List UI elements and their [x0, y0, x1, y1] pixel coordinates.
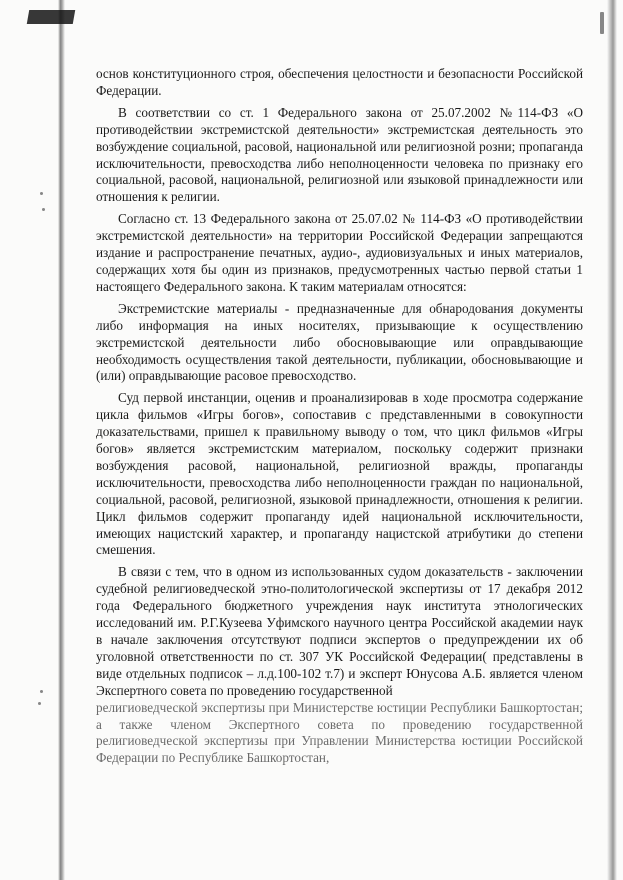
paragraph: Согласно ст. 13 Федерального закона от 25.07.02 № 114-ФЗ «О противодействии экстремистской деятельности» на территории Российской Федерации запрещаются издание и распространение печатных, аудио-, аудиовизуальных и иных материалов, содержащих хотя бы один из признаков, предусмотренных частью первой статьи 1 настоящего Федерального закона. К таким материалам относятся: [96, 211, 583, 294]
scan-speck [42, 208, 45, 211]
scan-speck [40, 690, 43, 693]
scan-mark-top-left [27, 10, 75, 24]
scan-speck [38, 702, 41, 705]
scan-shadow-left [58, 0, 65, 880]
document-body [96, 66, 583, 767]
scan-speck [600, 12, 604, 34]
paragraph: В связи с тем, что в одном из использованных судом доказательств - заключении судебной религиоведческой этно-политологической экспертизы от 17 декабря 2012 года Федерального бюджетного учреждения наук института этнологических исследований им. Р.Г.Кузеева Уфимского научного центра Российской академии наук в начале заключения отсутствуют подписи экспертов о предупреждении их об уголовной ответственности по ст. 307 УК Российской Федерации( представлены в виде отдельных подписок – л.д.100-102 т.7) и эксперт Юнусова А.Б. является членом Экспертного совета по проведению государственной [96, 564, 583, 698]
paragraph-faded: религиоведческой экспертизы при Министерстве юстиции Республики Башкортостан; а также членом Экспертного совета по проведению государственной религиоведческой экспертизы при Управлении Министерства юстиции Российской Федерации по Республике Башкортостан, [96, 699, 583, 766]
paragraph: основ конституционного строя, обеспечения целостности и безопасности Российской Федерации. [96, 66, 583, 98]
scan-speck [40, 192, 43, 195]
scan-shadow-right [607, 0, 617, 880]
paragraph: В соответствии со ст. 1 Федерального закона от 25.07.2002 №114-ФЗ «О противодействии экстремистской деятельности» экстремистская деятельность это возбуждение социальной, расовой, национальной или религиозной розни; пропаганда исключительности, превосходства либо неполноценности человека по признаку его социальной, расовой, национальной, религиозной или языковой принадлежности или отношения к религии. [96, 104, 583, 205]
paragraph: Суд первой инстанции, оценив и проанализировав в ходе просмотра содержание цикла фильмов «Игры богов», сопоставив с представленными в совокупности доказательствами, пришел к правильному выводу о том, что цикл фильмов «Игры богов» является экстремистским материалом, поскольку содержит признаки возбуждения расовой, национальной, религиозной вражды, пропаганды исключительности, превосходства либо неполноценности граждан по национальной, социальной, расовой, религиозной, языковой принадлежности, отношения к религии. Цикл фильмов содержит пропаганду идей национальной исключительности, имеющих нацистский характер, и пропаганду нацистской атрибутики до степени смешения. [96, 390, 583, 558]
paragraph: Экстремистские материалы - предназначенные для обнародования документы либо информация на иных носителях, призывающие к осуществлению экстремистской деятельности либо обосновывающие или оправдывающие необходимость осуществления такой деятельности, публикации, обосновывающие и (или) оправдывающие расовое превосходство. [96, 300, 583, 384]
